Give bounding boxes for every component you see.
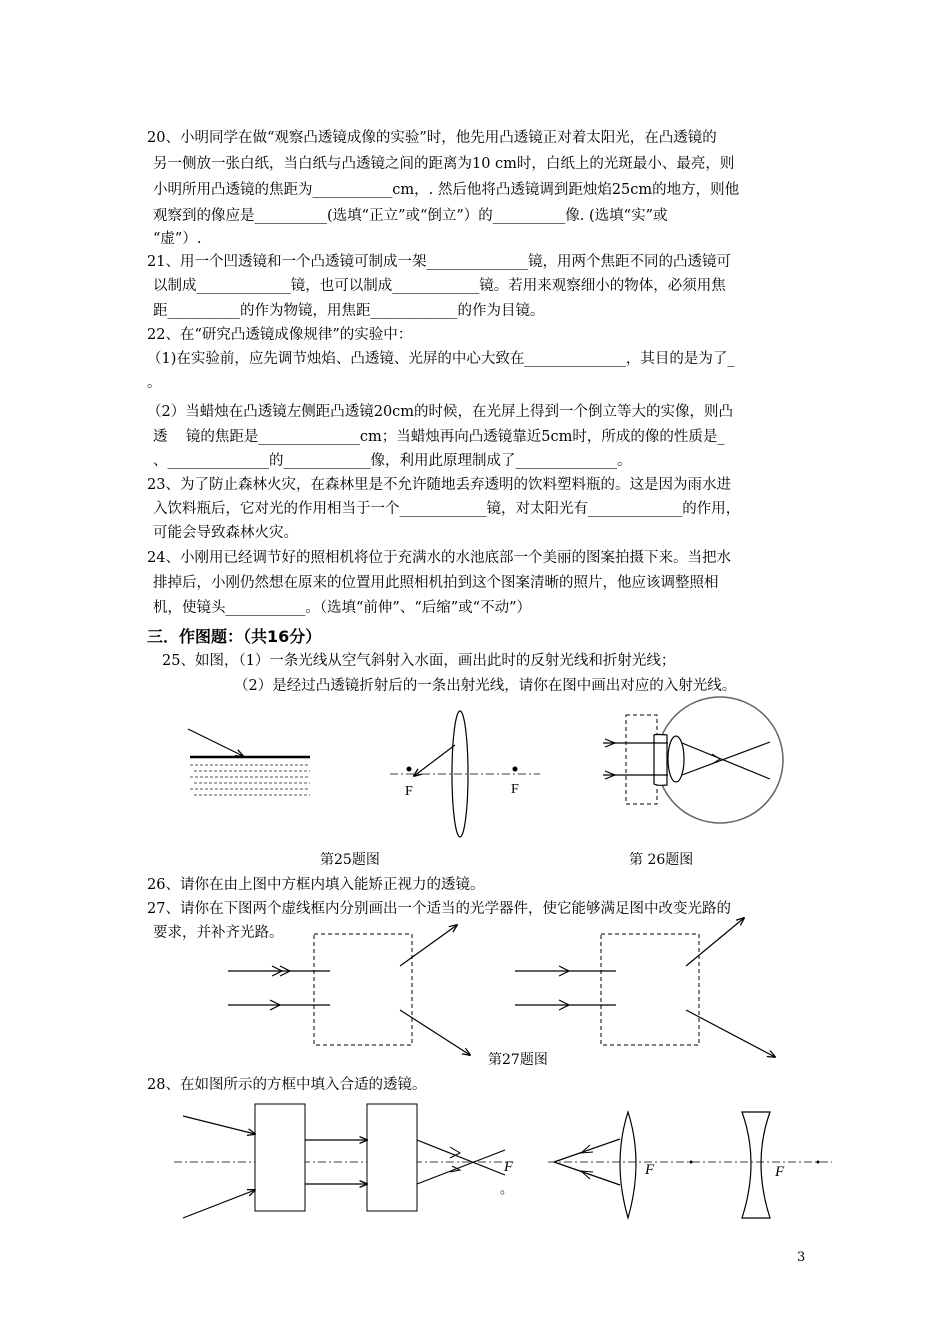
caption-fig27: 第27题图: [488, 1052, 548, 1068]
fig28-diagram: [174, 1104, 832, 1218]
focus-label-f2: F: [645, 1162, 655, 1178]
q20-line-2: 另一侧放一张白纸，当白纸与凸透镜之间的距离为10 cm时，白纸上的光斑最小、最亮，则: [153, 156, 735, 172]
q20-line-5: “虚”）.: [153, 231, 202, 247]
q24-line-3: 机，使镜头___________。（选填“前伸”、“后缩”或“不动”）: [153, 600, 531, 616]
q22-line-6: 、______________的____________像，利用此原理制成了______________。: [153, 453, 632, 469]
q25-line-1: 25、如图，（1）一条光线从空气斜射入水面，画出此时的反射光线和折射光线；: [162, 653, 676, 669]
fig25-water-diagram: [188, 729, 310, 795]
q26-line: 26、请你在由上图中方框内填入能矫正视力的透镜。: [147, 877, 485, 893]
focus-dot-right: [513, 767, 518, 772]
q22-line-5: 透 镜的焦距是______________cm；当蜡烛再向凸透镜靠近5cm时，所成的像的性质是_: [153, 429, 725, 445]
q27-line-2: 要求，并补齐光路。: [153, 925, 284, 941]
q24-line-2: 排掉后，小刚仍然想在原来的位置用此照相机拍到这个图案清晰的照片，他应该调整照相: [153, 575, 719, 591]
focus-dot-label: 。: [500, 1181, 514, 1196]
fig27-diagram: [228, 918, 775, 1057]
q22-line-2: （1)在实验前，应先调节烛焰、凸透镜、光屏的中心大致在______________，其目的是为了_: [147, 351, 735, 367]
q23-line-3: 可能会导致森林火灾。: [153, 525, 298, 541]
fig25-lens-diagram: [390, 711, 540, 837]
q22-line-1: 22、在“研究凸透镜成像规律”的实验中：: [147, 327, 413, 343]
concave-lens-fig28: [742, 1112, 770, 1218]
dashed-box-right: [601, 934, 699, 1045]
focus-label-f1: F: [504, 1159, 514, 1175]
focus-label-f3: F: [775, 1164, 785, 1180]
fig26-eye-diagram: [603, 697, 783, 823]
q20-line-1: 20、小明同学在做“观察凸透镜成像的实验”时，他先用凸透镜正对着太阳光，在凸透镜的: [147, 130, 717, 146]
q21-line-2: 以制成_____________镜，也可以制成____________镜。若用来观察细小的物体，必须用焦: [153, 278, 726, 294]
q22-line-4: （2）当蜡烛在凸透镜左侧距凸透镜20cm的时候，在光屏上得到一个倒立等大的实像，则凸: [147, 404, 734, 420]
cornea: [654, 735, 667, 786]
q20-line-4: 观察到的像应是__________(选填“正立”或“倒立”）的__________像. (选填“实”或: [153, 208, 668, 224]
caption-fig26: 第 26题图: [629, 852, 694, 868]
dashed-box-left: [314, 934, 412, 1045]
q28-line: 28、在如图所示的方框中填入合适的透镜。: [147, 1077, 427, 1093]
refracted-ray-1: [682, 743, 770, 779]
q25-line-2: （2）是经过凸透镜折射后的一条出射光线，请你在图中画出对应的入射光线。: [234, 678, 737, 694]
q20-line-3: 小明所用凸透镜的焦距为___________cm，. 然后他将凸透镜调到距烛焰25cm的地方，则他: [153, 182, 740, 198]
q21-line-3: 距__________的作为物镜，用焦距____________的作为目镜。: [153, 303, 545, 319]
convex-lens-fig28: [620, 1112, 636, 1218]
eyeball: [657, 697, 783, 823]
focus-dot-left: [407, 767, 412, 772]
focus-label-left: F: [405, 784, 413, 799]
lens-box-1: [255, 1104, 305, 1211]
page-number: 3: [797, 1250, 806, 1265]
section-heading: 三．作图题：（共16分）: [147, 627, 322, 646]
q23-line-2: 入饮料瓶后，它对光的作用相当于一个____________镜，对太阳光有_____________的作用，: [153, 501, 741, 517]
q24-line-1: 24、小刚用已经调节好的照相机将位于充满水的水池底部一个美丽的图案拍摄下来。当把水: [147, 550, 731, 566]
lens-box-2: [367, 1104, 417, 1211]
exit-ray: [414, 745, 455, 776]
eye-lens: [668, 736, 684, 782]
q22-line-3: 。: [147, 375, 162, 391]
q27-line-1: 27、请你在下图两个虚线框内分别画出一个适当的光学器件，使它能够满足图中改变光路的: [147, 901, 731, 917]
dashed-lens-box: [626, 715, 657, 804]
q23-line-1: 23、为了防止森林火灾，在森林里是不允许随地丢弃透明的饮料塑料瓶的。这是因为雨水进: [147, 477, 731, 493]
caption-fig25: 第25题图: [320, 852, 380, 868]
refracted-ray-2: [682, 742, 770, 775]
incident-ray: [188, 729, 243, 756]
q21-line-1: 21、用一个凹透镜和一个凸透镜可制成一架______________镜，用两个焦距不同的凸透镜可: [147, 254, 731, 270]
focus-label-right: F: [511, 782, 519, 797]
water-hatching: [190, 765, 310, 795]
